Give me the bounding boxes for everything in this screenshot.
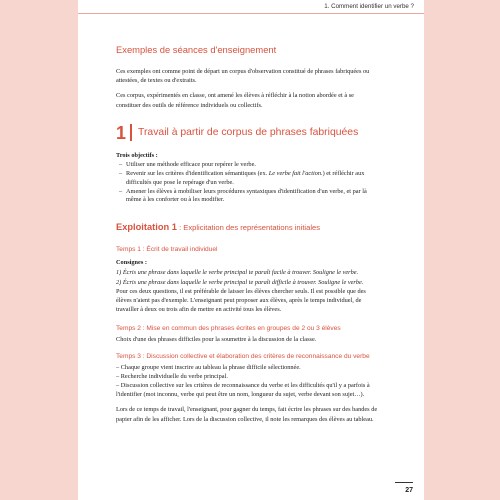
temps3-heading: Temps 3 : Discussion collective et élaboration des critères de reconnaissance du verbe	[116, 352, 370, 360]
temps3-line-2: – Recherche individuelle du verbe principal.	[116, 372, 228, 380]
page-number: 27	[405, 487, 413, 494]
page-number-rule	[395, 482, 413, 483]
section-heading: Exemples de séances d'enseignement	[116, 44, 277, 55]
running-head: 1. Comment identifier un verbe ?	[324, 3, 414, 10]
document-page	[78, 0, 424, 500]
temps3-line-3: – Discussion collective sur les critères de reconnaissance du verbe et les difficultés qu'il y a parfois à l'identifier (mot inconnu, verbe qui peut être un nom, longueur du sujet, verbe devant son sujet…).	[116, 381, 370, 399]
objective-item: – Utiliser une méthode efficace pour repérer le verbe.	[116, 161, 378, 170]
consigne-1: 1) Écris une phrase dans laquelle le verbe principal te paraît facile à trouver. Souligne le verbe.	[116, 269, 359, 277]
part-number: 1	[116, 122, 127, 143]
part-divider	[130, 124, 132, 141]
objective-item: – Amener les élèves à mobiliser leurs procédures syntaxiques d'identification d'un verbe, et par là même à les conforter ou à les modifier.	[116, 188, 378, 206]
exploitation-title: : Explicitation des représentations initiales	[176, 223, 321, 233]
objective-item: – Revenir sur les critères d'identification sémantiques (ex. Le verbe fait l'action.) et réfléchir aux difficultés que pose le repérage d'un verbe.	[116, 170, 378, 188]
temps3-line-1: – Chaque groupe vient inscrire au tableau la phrase difficile sélectionnée.	[116, 363, 301, 371]
temps2-text: Choix d'une des phrases difficiles pour la soumettre à la discussion de la classe.	[116, 336, 317, 344]
intro-paragraph-2: Ces corpus, expérimentés en classe, ont amené les élèves à réfléchir à la notion abordée et à se constituer des outils de référence individuels ou collectifs.	[116, 92, 354, 109]
temps2-heading: Temps 2 : Mise en commun des phrases écrites en groupes de 2 ou 3 élèves	[116, 325, 341, 333]
exploitation-label: Exploitation 1	[116, 222, 177, 233]
running-head-rule	[78, 13, 424, 14]
consignes-label: Consignes :	[116, 259, 147, 267]
temps3-text: Lors de ce temps de travail, l'enseignant, pour gagner du temps, fait écrire les phrases sur des bandes de papier afin de les afficher. Lors de la discussion collective, il note les remarques des élèves au tableau.	[116, 406, 378, 423]
objectives-list	[116, 161, 378, 206]
page-content	[116, 44, 378, 424]
part-heading	[116, 124, 378, 142]
part-title: Travail à partir de corpus de phrases fabriquées	[138, 127, 359, 139]
temps1-text: Pour ces deux questions, il est préférable de laisser les élèves chercher seuls. Il est possible que des élèves n'aient pas d'exemple. L'enseignant peut proposer aux élèves, après le temps individuel, de travailler à deux ou trois afin de mettre en activité tous les élèves.	[116, 287, 366, 314]
temps1-heading: Temps 1 : Écrit de travail individuel	[116, 246, 218, 254]
objectives-label: Trois objectifs :	[116, 151, 158, 159]
intro-paragraph-1: Ces exemples ont comme point de départ un corpus d'observation constitué de phrases fabriquées ou attestées, de textes ou d'extraits.	[116, 68, 370, 85]
exploitation-heading	[116, 217, 378, 235]
consigne-2: 2) Écris une phrase dans laquelle le verbe principal te paraît difficile à trouver. Souligne le verbe.	[116, 278, 364, 286]
